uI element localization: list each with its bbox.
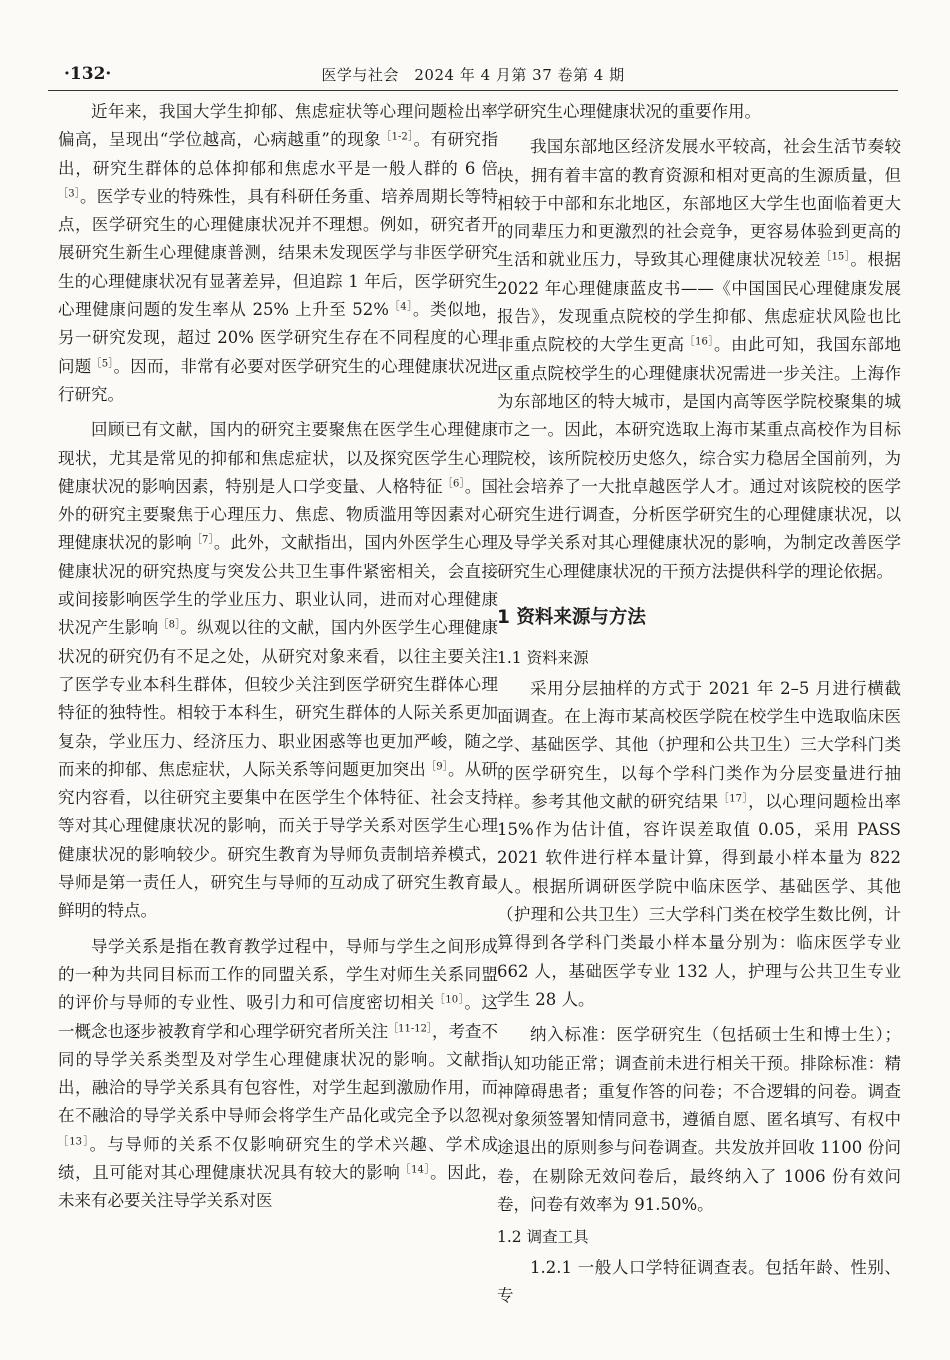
citation-ref: ［10］ bbox=[434, 994, 465, 1006]
citation-ref: ［6］ bbox=[442, 478, 465, 490]
paragraph-intro: 近年来，我国大学生抑郁、焦虑症状等心理问题检出率偏高，呈现出“学位越高，心病越重”的现象$^{[1-2]}$。有研究指出，研究生群体的总体抑郁和焦虑水平是一般人群的 6 倍$^{[3]}$。医学专业的特殊性，具有科研任务重、培养周期长等特点，医学研究生的心理健康状况并不理想。例如，研究者开展研究生新生心理健康普测，结果未发现医学与非医学研究生的心理健康状况有显著差异，但追踪 1 年后，医学研究生心理健康问题的发生率从 25% 上升至 52%$^{[4]}$。类似地，另一研究发现，超过 20% 医学研究生存在不同程度的心理问题$^{[5]}$。因而，非常有必要对医学研究生的心理健康状况进行研究。 bbox=[58, 102, 499, 404]
citation-ref: ［7］ bbox=[191, 534, 214, 546]
citation-ref: ［8］ bbox=[158, 619, 181, 631]
section-heading-methods: 1 资料来源与方法 bbox=[497, 607, 646, 629]
paragraph-demographics: 1.2.1 一般人口学特征调查表。包括年龄、性别、专 bbox=[497, 1257, 901, 1305]
citation-ref: ［4］ bbox=[388, 301, 413, 313]
page-number: ·132· bbox=[64, 64, 112, 84]
citation-ref: ［16］ bbox=[684, 336, 714, 348]
citation-ref: ［9］ bbox=[426, 761, 449, 773]
journal-citation-line: 医学与社会 2024 年 4 月第 37 卷第 4 期 bbox=[321, 66, 625, 84]
left-column bbox=[58, 98, 498, 1216]
citation-ref: ［3］ bbox=[58, 188, 81, 200]
running-header bbox=[48, 62, 898, 91]
paragraph-sampling: 采用分层抽样的方式于 2021 年 2–5 月进行横截面调查。在上海市某高校医学院在校学生中选取临床医学、基础医学、其他（护理和公共卫生）三大学科门类的医学研究生，以每个学科门类作为分层变量进行抽样。参考其他文献的研究结果$^{[17]}$，以心理问题检出率 15%作为估计值，容许误差取值 0.05，采用 PASS 2021 软件进行样本量计算，得到最小样本量为 822 人。根据所调研医学院中临床医学、基础医学、其他（护理和公共卫生）三大学科门类在校学生数比例，计算得到各学科门类最小样本量分别为：临床医学专业 662 人，基础医学专业 132 人，护理与公共卫生专业学生 28 人。 bbox=[497, 678, 901, 1009]
subsection-heading-survey-tools: 1.2 调查工具 bbox=[497, 1228, 589, 1247]
citation-ref: ［11-12］ bbox=[388, 1023, 432, 1034]
subsection-heading-data-source: 1.1 资料来源 bbox=[497, 649, 589, 668]
citation-ref: ［17］ bbox=[718, 793, 749, 805]
citation-ref: ［1-2］ bbox=[381, 131, 414, 143]
paragraph-mentor-relationship: 导学关系是指在教育教学过程中，导师与学生之间形成的一种为共同目标而工作的同盟关系，学生对师生关系同盟的评价与导师的专业性、吸引力和可信度密切相关$^{[10]}$。这一概念也逐步被教育学和心理学研究者所关注$^{[11-12]}$，考查不同的导学关系类型及对学生心理健康状况的影响。文献指出，融洽的导学关系具有包容性，对学生起到激励作用，而在不融洽的导学关系中导师会将学生产品化或完全予以忽视$^{[13]}$。与导师的关系不仅影响研究生的学术兴趣、学术成绩，且可能对其心理健康状况具有较大的影响$^{[14]}$。因此，未来有必要关注导学关系对医 bbox=[58, 936, 499, 1211]
paragraph-inclusion-criteria: 纳入标准：医学研究生（包括硕士生和博士生）；认知功能正常；调查前未进行相关干预。排除标准：精神障碍患者；重复作答的问卷；不合逻辑的问卷。调查对象须签署知情同意书，遵循自愿、匿名填写、有权中途退出的原则参与问卷调查。共发放并回收 1100 份问卷，在剔除无效问卷后，最终纳入了 1006 份有效问卷，问卷有效率为 91.50%。 bbox=[497, 1025, 901, 1214]
paragraph-eastern-region: 我国东部地区经济发展水平较高，社会生活节奏较快，拥有着丰富的教育资源和相对更高的生源质量，但相较于中部和东北地区，东部地区大学生也面临着更大的同辈压力和更激烈的社会竞争，更容易体验到更高的生活和就业压力，导致其心理健康状况较差$^{[15]}$。根据 2022 年心理健康蓝皮书——《中国国民心理健康发展报告》，发现重点院校的学生抑郁、焦虑症状风险也比非重点院校的大学生更高$^{[16]}$。由此可知，我国东部地区重点院校学生的心理健康状况需进一步关注。上海作为东部地区的特大城市，是国内高等医学院校聚集的城市之一。因此，本研究选取上海市某重点高校作为目标院校，该所院校历史悠久，综合实力稳居全国前列，为社会培养了一大批卓越医学人才。通过对该院校的医学研究生进行调查，分析医学研究生的心理健康状况，以及导学关系对其心理健康状况的影响，为制定改善医学研究生心理健康状况的干预方法提供科学的理论依据。 bbox=[497, 137, 902, 581]
citation-ref: ［5］ bbox=[91, 358, 114, 370]
paragraph-continuation: 学研究生心理健康状况的重要作用。 bbox=[497, 102, 761, 121]
citation-ref: ［13］ bbox=[58, 1136, 90, 1148]
citation-ref: ［15］ bbox=[821, 251, 851, 263]
right-column bbox=[497, 98, 901, 1310]
paragraph-literature-review: 回顾已有文献，国内的研究主要聚焦在医学生心理健康现状，尤其是常见的抑郁和焦虑症状，以及探究医学生心理健康状况的影响因素，特别是人口学变量、人格特征$^{[6]}$。国外的研究主要聚焦于心理压力、焦虑、物质滥用等因素对心理健康状况的影响$^{[7]}$。此外，文献指出，国内外医学生心理健康状况的研究热度与突发公共卫生事件紧密相关，会直接或间接影响医学生的学业压力、职业认同，进而对心理健康状况产生影响$^{[8]}$。纵观以往的文献，国内外医学生心理健康状况的研究仍有不足之处，从研究对象来看，以往主要关注了医学专业本科生群体，但较少关注到医学研究生群体心理特征的独特性。相较于本科生，研究生群体的人际关系更加复杂，学业压力、经济压力、职业困惑等也更加严峻，随之而来的抑郁、焦虑症状，人际关系等问题更加突出$^{[9]}$。从研究内容看，以往研究主要集中在医学生个体特征、社会支持等对其心理健康状况的影响，而关于导学关系对医学生心理健康状况的影响较少。研究生教育为导师负责制培养模式，导师是第一责任人，研究生与导师的互动成了研究生教育最鲜明的特点。 bbox=[58, 420, 499, 921]
citation-ref: ［14］ bbox=[400, 1164, 431, 1176]
